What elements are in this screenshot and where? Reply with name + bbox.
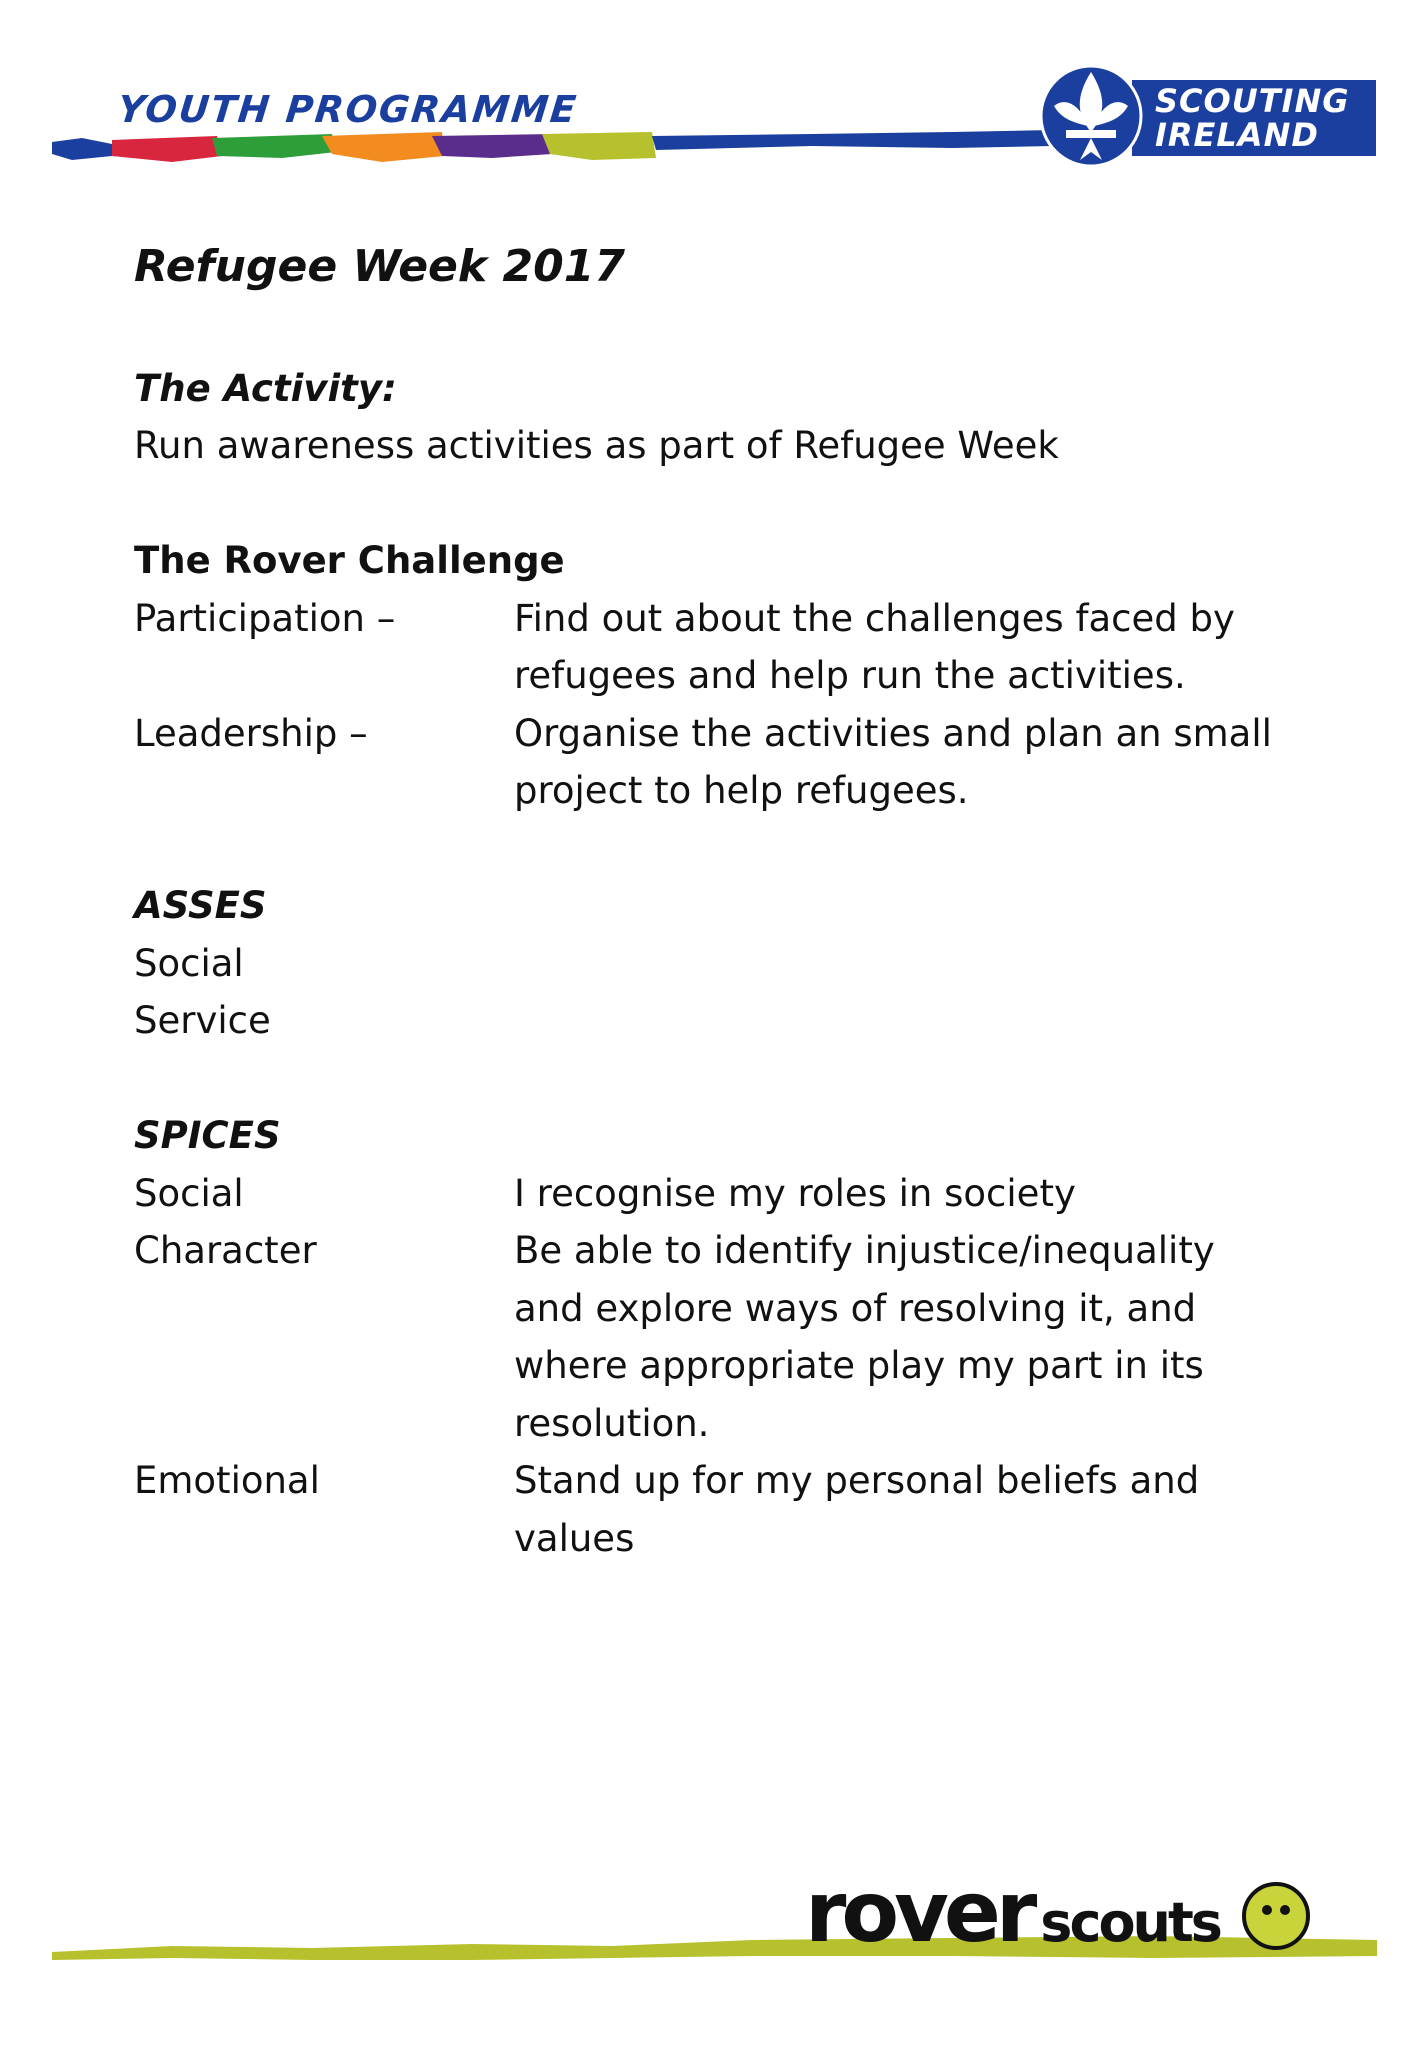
rover-scouts-logo bbox=[805, 1863, 1220, 1961]
document-title: Refugee Week 2017 bbox=[134, 241, 625, 292]
rover-word: rover bbox=[805, 1863, 1033, 1961]
spices-label: Emotional bbox=[134, 1459, 320, 1502]
programme-title: YOUTH PROGRAMME bbox=[115, 88, 580, 131]
asses-heading: ASSES bbox=[134, 884, 267, 927]
spices-text: I recognise my roles in society bbox=[514, 1171, 1076, 1215]
challenge-text: project to help refugees. bbox=[514, 769, 969, 812]
scouting-ireland-wordmark bbox=[1155, 84, 1365, 152]
challenge-label: Participation – bbox=[134, 596, 396, 640]
spices-row-social bbox=[134, 1165, 1314, 1223]
smiley-face-icon bbox=[1240, 1880, 1312, 1952]
asses-item: Social bbox=[134, 941, 244, 985]
challenge-heading: The Rover Challenge bbox=[134, 539, 565, 582]
spices-row-character bbox=[134, 1222, 1314, 1452]
challenge-row-leadership bbox=[134, 705, 1314, 820]
logo-line-2: IRELAND bbox=[1155, 116, 1319, 154]
challenge-text: Find out about the challenges faced by bbox=[514, 596, 1235, 640]
spices-text: values bbox=[514, 1516, 635, 1560]
activity-text: Run awareness activities as part of Refugee Week bbox=[134, 424, 1059, 467]
spices-text: Be able to identify injustice/inequality bbox=[514, 1229, 1215, 1272]
activity-heading: The Activity: bbox=[134, 366, 397, 410]
asses-item: Service bbox=[134, 999, 271, 1042]
document-body bbox=[134, 232, 1314, 1567]
spices-text: where appropriate play my part in its bbox=[514, 1344, 1204, 1387]
fleur-de-lis-icon bbox=[1041, 66, 1141, 166]
spices-text: resolution. bbox=[514, 1401, 710, 1445]
challenge-row-participation bbox=[134, 590, 1314, 705]
challenge-text: Organise the activities and plan an small bbox=[514, 711, 1272, 755]
spices-label: Character bbox=[134, 1229, 317, 1272]
logo-line-1: SCOUTING bbox=[1155, 82, 1350, 120]
spices-text: and explore ways of resolving it, and bbox=[514, 1286, 1197, 1330]
challenge-label: Leadership – bbox=[134, 711, 368, 755]
spices-row-emotional bbox=[134, 1452, 1314, 1567]
scouts-word: scouts bbox=[1040, 1891, 1220, 1954]
spices-heading: SPICES bbox=[134, 1114, 281, 1157]
challenge-text: refugees and help run the activities. bbox=[514, 654, 1186, 697]
spices-text: Stand up for my personal beliefs and bbox=[514, 1459, 1200, 1502]
spices-label: Social bbox=[134, 1171, 244, 1215]
